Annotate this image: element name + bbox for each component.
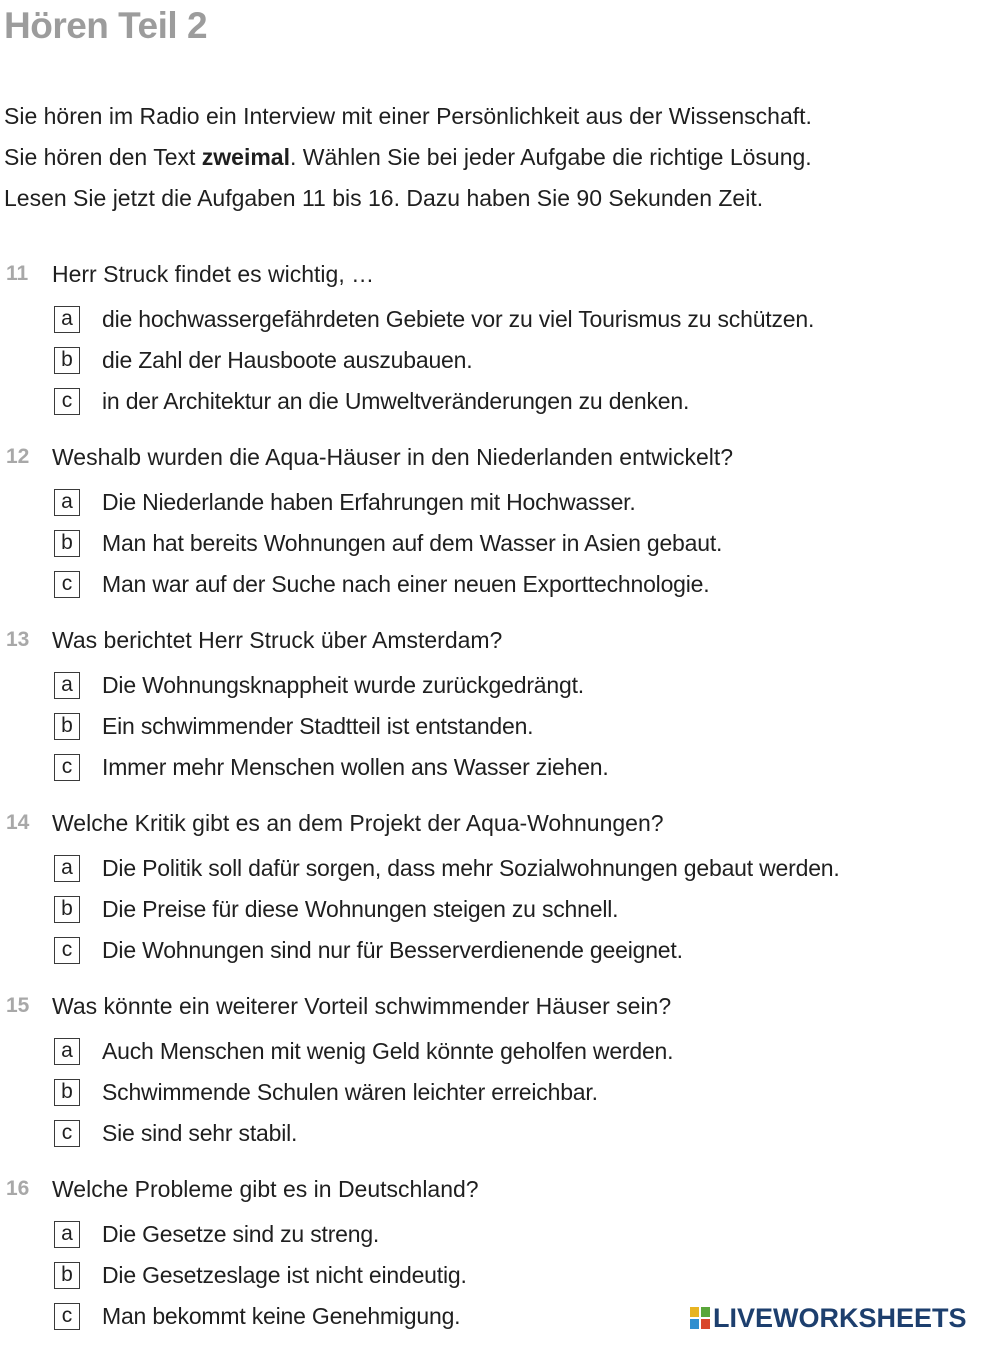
option-letter-box[interactable]: a (54, 1221, 80, 1248)
page-title: Hören Teil 2 (4, 5, 208, 46)
option-14-b[interactable] (54, 889, 618, 929)
logo-square-3 (690, 1319, 699, 1329)
instruction-line-2-start: Sie hören den Text (4, 144, 202, 170)
option-11-b[interactable] (54, 340, 472, 380)
option-letter-box[interactable]: b (54, 896, 80, 923)
task-number: 16 (6, 1177, 30, 1200)
task-number: 13 (6, 628, 30, 651)
instruction-emphasis: zweimal (201, 144, 290, 170)
instruction-line-3: Lesen Sie jetzt die Aufgaben 11 bis 16. Dazu haben Sie 90 Sekunden Zeit. (4, 185, 764, 211)
task-header (0, 986, 671, 1026)
option-text: in der Architektur an die Umweltveränderungen zu denken. (102, 387, 690, 414)
task-header (0, 437, 733, 477)
option-letter-box[interactable]: b (54, 530, 80, 557)
task-15 (0, 986, 1000, 1169)
liveworksheets-logo-icon (690, 1307, 710, 1329)
option-text: Man bekommt keine Genehmigung. (102, 1302, 461, 1329)
option-16-a[interactable] (54, 1214, 379, 1254)
option-text: Die Preise für diese Wohnungen steigen zu schnell. (102, 895, 619, 922)
instructions (4, 96, 994, 219)
option-text: Immer mehr Menschen wollen ans Wasser ziehen. (102, 753, 609, 780)
option-text: Die Niederlande haben Erfahrungen mit Hochwasser. (102, 488, 636, 515)
option-text: Ein schwimmender Stadtteil ist entstanden. (102, 712, 534, 739)
option-letter-box[interactable]: c (54, 1120, 80, 1147)
option-text: Auch Menschen mit wenig Geld könnte geholfen werden. (102, 1037, 674, 1064)
instruction-line-1: Sie hören im Radio ein Interview mit einer Persönlichkeit aus der Wissenschaft. (4, 103, 812, 129)
task-list (0, 254, 1000, 1352)
option-letter-box[interactable]: c (54, 754, 80, 781)
option-16-b[interactable] (54, 1255, 467, 1295)
logo-square-1 (690, 1307, 699, 1317)
task-11 (0, 254, 1000, 437)
option-text: Man war auf der Suche nach einer neuen Exporttechnologie. (102, 570, 710, 597)
logo-text: LIVEWORKSHEETS (713, 1302, 967, 1333)
liveworksheets-logo (690, 1300, 967, 1336)
logo-square-4 (701, 1319, 710, 1329)
instruction-line-2-end: . Wählen Sie bei jeder Aufgabe die richtige Lösung. (290, 144, 812, 170)
task-header (0, 803, 664, 843)
option-letter-box[interactable]: b (54, 347, 80, 374)
task-12 (0, 437, 1000, 620)
option-13-b[interactable] (54, 706, 533, 746)
task-number: 12 (6, 445, 30, 468)
option-letter-box[interactable]: c (54, 388, 80, 415)
task-header (0, 1169, 479, 1209)
option-text: Die Gesetze sind zu streng. (102, 1220, 380, 1247)
task-header (0, 254, 374, 294)
logo-square-2 (701, 1307, 710, 1317)
task-14 (0, 803, 1000, 986)
task-13 (0, 620, 1000, 803)
option-14-a[interactable] (54, 848, 840, 888)
option-14-c[interactable] (54, 930, 683, 970)
task-question: Weshalb wurden die Aqua-Häuser in den Niederlanden entwickelt? (52, 443, 734, 470)
instruction-line-2 (4, 137, 994, 178)
option-letter-box[interactable]: b (54, 1079, 80, 1106)
option-text: Man hat bereits Wohnungen auf dem Wasser in Asien gebaut. (102, 529, 723, 556)
task-header (0, 620, 502, 660)
option-letter-box[interactable]: c (54, 1303, 80, 1330)
option-text: Schwimmende Schulen wären leichter erreichbar. (102, 1078, 598, 1105)
task-question: Welche Kritik gibt es an dem Projekt der Aqua-Wohnungen? (52, 809, 664, 836)
option-letter-box[interactable]: a (54, 855, 80, 882)
option-letter-box[interactable]: b (54, 1262, 80, 1289)
option-15-c[interactable] (54, 1113, 297, 1153)
task-number: 11 (6, 262, 29, 285)
task-number: 15 (6, 994, 30, 1017)
option-12-a[interactable] (54, 482, 636, 522)
task-question: Welche Probleme gibt es in Deutschland? (52, 1175, 479, 1202)
option-letter-box[interactable]: b (54, 713, 80, 740)
option-16-c[interactable] (54, 1296, 460, 1336)
option-12-b[interactable] (54, 523, 722, 563)
option-text: Sie sind sehr stabil. (102, 1119, 298, 1146)
task-question: Herr Struck findet es wichtig, … (52, 260, 375, 287)
option-text: die Zahl der Hausboote auszubauen. (102, 346, 473, 373)
option-text: Die Wohnungsknappheit wurde zurückgedrängt. (102, 671, 584, 698)
option-text: die hochwassergefährdeten Gebiete vor zu viel Tourismus zu schützen. (102, 305, 815, 332)
option-12-c[interactable] (54, 564, 709, 604)
option-11-c[interactable] (54, 381, 689, 421)
option-text: Die Gesetzeslage ist nicht eindeutig. (102, 1261, 467, 1288)
task-question: Was könnte ein weiterer Vorteil schwimmender Häuser sein? (52, 992, 672, 1019)
option-13-c[interactable] (54, 747, 609, 787)
option-13-a[interactable] (54, 665, 584, 705)
option-11-a[interactable] (54, 299, 814, 339)
option-text: Die Politik soll dafür sorgen, dass mehr Sozialwohnungen gebaut werden. (102, 854, 840, 881)
task-number: 14 (6, 811, 30, 834)
option-letter-box[interactable]: c (54, 571, 80, 598)
task-question: Was berichtet Herr Struck über Amsterdam? (52, 626, 503, 653)
option-letter-box[interactable]: c (54, 937, 80, 964)
option-letter-box[interactable]: a (54, 672, 80, 699)
option-letter-box[interactable]: a (54, 1038, 80, 1065)
option-text: Die Wohnungen sind nur für Besserverdienende geeignet. (102, 936, 683, 963)
option-letter-box[interactable]: a (54, 306, 80, 333)
option-15-b[interactable] (54, 1072, 598, 1112)
option-letter-box[interactable]: a (54, 489, 80, 516)
option-15-a[interactable] (54, 1031, 673, 1071)
